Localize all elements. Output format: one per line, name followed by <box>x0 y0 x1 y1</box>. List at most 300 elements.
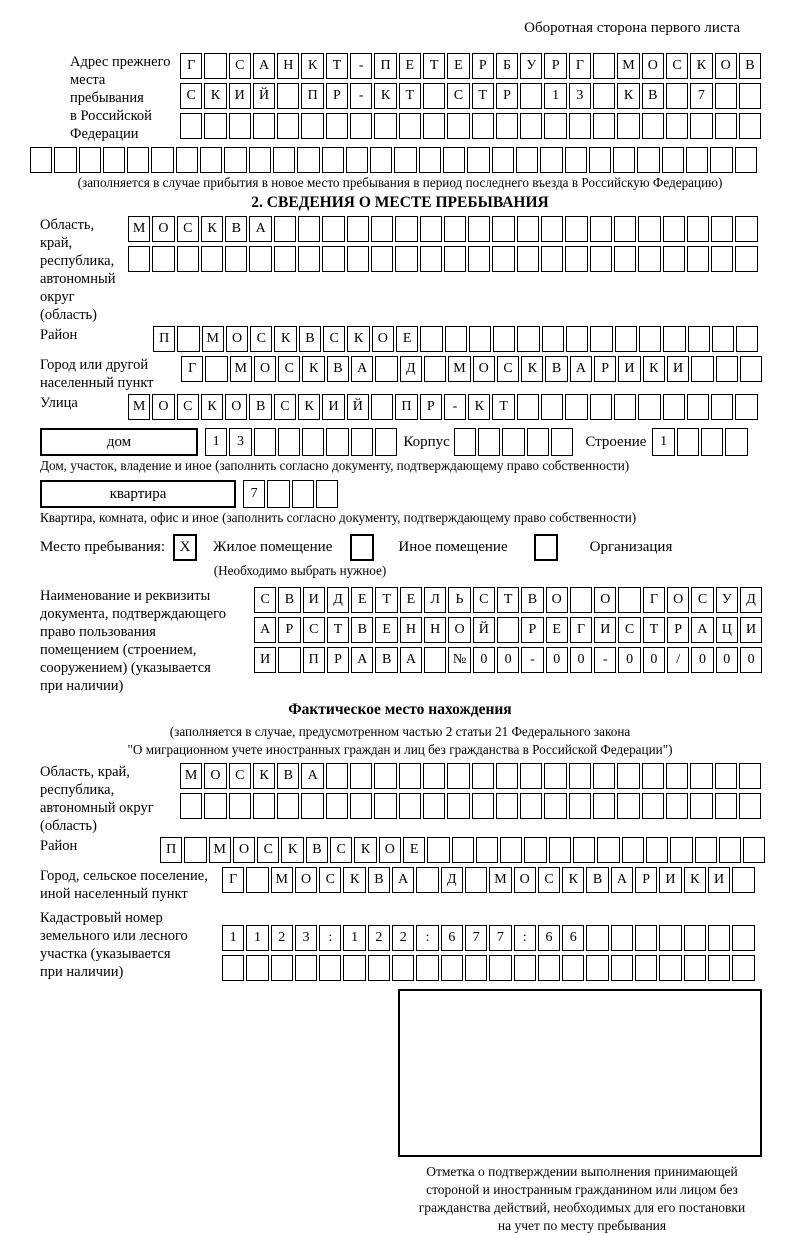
char-box[interactable]: А <box>301 763 323 789</box>
char-box[interactable] <box>517 216 539 242</box>
char-box[interactable] <box>180 793 202 819</box>
char-box[interactable] <box>347 216 369 242</box>
char-box[interactable] <box>516 147 538 173</box>
char-box[interactable] <box>659 955 681 981</box>
char-box[interactable] <box>732 955 754 981</box>
char-box[interactable]: Е <box>399 53 421 79</box>
char-box[interactable] <box>527 428 549 456</box>
char-box[interactable]: А <box>611 867 633 893</box>
char-box[interactable] <box>204 793 226 819</box>
char-box[interactable]: П <box>395 394 417 420</box>
char-box[interactable] <box>395 216 417 242</box>
char-box[interactable] <box>732 867 754 893</box>
char-box[interactable] <box>520 83 542 109</box>
char-box[interactable]: Т <box>399 83 421 109</box>
char-box[interactable] <box>635 925 657 951</box>
char-box[interactable] <box>224 147 246 173</box>
char-box[interactable]: В <box>586 867 608 893</box>
char-box[interactable] <box>732 925 754 951</box>
char-box[interactable]: В <box>545 356 567 382</box>
char-box[interactable]: В <box>225 216 247 242</box>
char-box[interactable]: С <box>177 216 199 242</box>
char-box[interactable] <box>204 113 226 139</box>
char-box[interactable] <box>205 356 227 382</box>
char-box[interactable]: П <box>160 837 182 863</box>
char-box[interactable] <box>542 326 564 352</box>
char-box[interactable]: В <box>375 647 397 673</box>
char-box[interactable]: 2 <box>392 925 414 951</box>
char-box[interactable] <box>614 246 636 272</box>
char-box[interactable] <box>663 246 685 272</box>
char-box[interactable] <box>538 955 560 981</box>
apartment-label-box[interactable]: квартира <box>40 480 236 508</box>
char-box[interactable]: Т <box>375 587 397 613</box>
char-box[interactable] <box>541 246 563 272</box>
char-box[interactable] <box>278 647 300 673</box>
char-box[interactable] <box>319 955 341 981</box>
char-box[interactable]: 0 <box>618 647 640 673</box>
char-box[interactable] <box>688 326 710 352</box>
char-box[interactable] <box>597 837 619 863</box>
char-box[interactable]: Й <box>347 394 369 420</box>
char-box[interactable] <box>740 356 762 382</box>
char-box[interactable] <box>467 147 489 173</box>
char-box[interactable]: Т <box>492 394 514 420</box>
char-box[interactable]: - <box>444 394 466 420</box>
char-box[interactable] <box>351 428 373 456</box>
char-box[interactable] <box>622 837 644 863</box>
char-box[interactable]: О <box>379 837 401 863</box>
char-box[interactable] <box>374 763 396 789</box>
char-box[interactable]: Е <box>546 617 568 643</box>
char-box[interactable] <box>394 147 416 173</box>
char-box[interactable]: С <box>447 83 469 109</box>
char-box[interactable]: И <box>594 617 616 643</box>
char-box[interactable]: К <box>298 394 320 420</box>
char-box[interactable] <box>684 955 706 981</box>
char-box[interactable] <box>589 147 611 173</box>
char-box[interactable]: С <box>691 587 713 613</box>
char-box[interactable] <box>151 147 173 173</box>
char-box[interactable] <box>423 763 445 789</box>
char-box[interactable]: О <box>473 356 495 382</box>
char-box[interactable]: Р <box>472 53 494 79</box>
char-box[interactable] <box>350 793 372 819</box>
char-box[interactable]: А <box>570 356 592 382</box>
char-box[interactable]: М <box>617 53 639 79</box>
char-box[interactable] <box>666 793 688 819</box>
char-box[interactable] <box>544 113 566 139</box>
char-box[interactable]: К <box>690 53 712 79</box>
char-box[interactable] <box>30 147 52 173</box>
char-box[interactable]: И <box>303 587 325 613</box>
char-box[interactable] <box>540 147 562 173</box>
char-box[interactable]: И <box>229 83 251 109</box>
char-box[interactable]: : <box>514 925 536 951</box>
char-box[interactable] <box>520 793 542 819</box>
char-box[interactable] <box>517 246 539 272</box>
char-box[interactable]: Т <box>423 53 445 79</box>
char-box[interactable] <box>492 246 514 272</box>
char-box[interactable] <box>423 113 445 139</box>
char-box[interactable]: Т <box>497 587 519 613</box>
char-box[interactable]: М <box>230 356 252 382</box>
char-box[interactable] <box>468 216 490 242</box>
char-box[interactable]: С <box>319 867 341 893</box>
char-box[interactable]: С <box>278 356 300 382</box>
char-box[interactable] <box>617 113 639 139</box>
char-box[interactable] <box>229 793 251 819</box>
char-box[interactable]: С <box>330 837 352 863</box>
char-box[interactable] <box>399 113 421 139</box>
char-box[interactable]: А <box>249 216 271 242</box>
char-box[interactable] <box>465 867 487 893</box>
char-box[interactable]: В <box>299 326 321 352</box>
char-box[interactable]: С <box>323 326 345 352</box>
char-box[interactable]: 3 <box>295 925 317 951</box>
char-box[interactable] <box>54 147 76 173</box>
char-box[interactable] <box>593 763 615 789</box>
char-box[interactable] <box>229 113 251 139</box>
char-box[interactable] <box>520 113 542 139</box>
char-box[interactable]: О <box>152 216 174 242</box>
char-box[interactable]: А <box>691 617 713 643</box>
char-box[interactable] <box>127 147 149 173</box>
char-box[interactable] <box>618 587 640 613</box>
char-box[interactable] <box>371 246 393 272</box>
char-box[interactable] <box>152 246 174 272</box>
char-box[interactable] <box>225 246 247 272</box>
char-box[interactable]: Г <box>570 617 592 643</box>
char-box[interactable]: : <box>416 925 438 951</box>
char-box[interactable] <box>298 246 320 272</box>
char-box[interactable] <box>343 955 365 981</box>
char-box[interactable] <box>638 216 660 242</box>
char-box[interactable] <box>686 147 708 173</box>
char-box[interactable] <box>375 356 397 382</box>
char-box[interactable]: О <box>642 53 664 79</box>
checkbox-residential[interactable]: X <box>173 534 197 561</box>
char-box[interactable] <box>617 763 639 789</box>
char-box[interactable]: К <box>301 53 323 79</box>
char-box[interactable]: У <box>716 587 738 613</box>
char-box[interactable]: В <box>642 83 664 109</box>
char-box[interactable] <box>663 326 685 352</box>
char-box[interactable] <box>201 246 223 272</box>
char-box[interactable] <box>375 428 397 456</box>
char-box[interactable]: О <box>233 837 255 863</box>
char-box[interactable] <box>739 113 761 139</box>
char-box[interactable]: О <box>372 326 394 352</box>
char-box[interactable]: У <box>520 53 542 79</box>
char-box[interactable] <box>725 428 747 456</box>
char-box[interactable] <box>184 837 206 863</box>
char-box[interactable] <box>489 955 511 981</box>
char-box[interactable] <box>735 394 757 420</box>
char-box[interactable] <box>419 147 441 173</box>
char-box[interactable]: Д <box>327 587 349 613</box>
char-box[interactable]: К <box>354 837 376 863</box>
char-box[interactable]: Р <box>594 356 616 382</box>
char-box[interactable] <box>350 113 372 139</box>
char-box[interactable] <box>593 53 615 79</box>
char-box[interactable]: А <box>351 356 373 382</box>
char-box[interactable] <box>514 955 536 981</box>
char-box[interactable] <box>708 955 730 981</box>
char-box[interactable] <box>739 763 761 789</box>
char-box[interactable]: С <box>618 617 640 643</box>
char-box[interactable] <box>715 793 737 819</box>
char-box[interactable] <box>646 837 668 863</box>
char-box[interactable] <box>551 428 573 456</box>
char-box[interactable] <box>302 428 324 456</box>
char-box[interactable]: И <box>708 867 730 893</box>
char-box[interactable]: Е <box>375 617 397 643</box>
char-box[interactable]: 2 <box>368 925 390 951</box>
char-box[interactable] <box>472 793 494 819</box>
char-box[interactable]: К <box>347 326 369 352</box>
char-box[interactable]: Н <box>400 617 422 643</box>
char-box[interactable]: 0 <box>473 647 495 673</box>
char-box[interactable] <box>500 837 522 863</box>
char-box[interactable]: Л <box>424 587 446 613</box>
char-box[interactable] <box>639 326 661 352</box>
char-box[interactable] <box>249 147 271 173</box>
char-box[interactable]: С <box>229 53 251 79</box>
char-box[interactable] <box>103 147 125 173</box>
char-box[interactable] <box>249 246 271 272</box>
char-box[interactable]: А <box>254 617 276 643</box>
char-box[interactable]: С <box>303 617 325 643</box>
char-box[interactable] <box>478 428 500 456</box>
char-box[interactable] <box>743 837 765 863</box>
char-box[interactable] <box>739 83 761 109</box>
char-box[interactable] <box>593 83 615 109</box>
char-box[interactable] <box>274 216 296 242</box>
char-box[interactable] <box>416 955 438 981</box>
char-box[interactable] <box>427 837 449 863</box>
char-box[interactable] <box>492 147 514 173</box>
char-box[interactable] <box>642 793 664 819</box>
char-box[interactable] <box>569 113 591 139</box>
char-box[interactable]: А <box>351 647 373 673</box>
char-box[interactable]: Б <box>496 53 518 79</box>
char-box[interactable] <box>590 326 612 352</box>
char-box[interactable] <box>570 587 592 613</box>
char-box[interactable]: С <box>177 394 199 420</box>
char-box[interactable] <box>371 394 393 420</box>
char-box[interactable] <box>443 147 465 173</box>
char-box[interactable]: - <box>521 647 543 673</box>
char-box[interactable]: О <box>225 394 247 420</box>
char-box[interactable] <box>346 147 368 173</box>
char-box[interactable] <box>517 394 539 420</box>
char-box[interactable] <box>711 216 733 242</box>
char-box[interactable] <box>295 955 317 981</box>
char-box[interactable] <box>452 837 474 863</box>
char-box[interactable]: В <box>306 837 328 863</box>
char-box[interactable] <box>350 763 372 789</box>
char-box[interactable] <box>663 394 685 420</box>
char-box[interactable]: К <box>374 83 396 109</box>
char-box[interactable] <box>520 763 542 789</box>
char-box[interactable]: 1 <box>246 925 268 951</box>
char-box[interactable] <box>611 925 633 951</box>
char-box[interactable]: Е <box>400 587 422 613</box>
char-box[interactable]: О <box>514 867 536 893</box>
char-box[interactable] <box>444 216 466 242</box>
char-box[interactable]: М <box>202 326 224 352</box>
char-box[interactable]: Т <box>643 617 665 643</box>
char-box[interactable] <box>374 113 396 139</box>
char-box[interactable] <box>420 246 442 272</box>
char-box[interactable] <box>222 955 244 981</box>
char-box[interactable] <box>399 793 421 819</box>
char-box[interactable] <box>267 480 289 508</box>
char-box[interactable]: Ь <box>448 587 470 613</box>
char-box[interactable] <box>274 246 296 272</box>
char-box[interactable]: К <box>617 83 639 109</box>
char-box[interactable]: 7 <box>690 83 712 109</box>
char-box[interactable] <box>392 955 414 981</box>
char-box[interactable]: К <box>468 394 490 420</box>
char-box[interactable]: 0 <box>691 647 713 673</box>
char-box[interactable] <box>615 326 637 352</box>
char-box[interactable]: И <box>618 356 640 382</box>
char-box[interactable] <box>716 356 738 382</box>
char-box[interactable] <box>735 216 757 242</box>
char-box[interactable] <box>687 246 709 272</box>
char-box[interactable] <box>278 428 300 456</box>
char-box[interactable]: К <box>562 867 584 893</box>
char-box[interactable]: Г <box>643 587 665 613</box>
char-box[interactable] <box>573 837 595 863</box>
char-box[interactable] <box>662 147 684 173</box>
char-box[interactable]: Р <box>420 394 442 420</box>
char-box[interactable] <box>711 246 733 272</box>
char-box[interactable]: - <box>594 647 616 673</box>
char-box[interactable]: Н <box>277 53 299 79</box>
char-box[interactable]: Д <box>400 356 422 382</box>
char-box[interactable] <box>493 326 515 352</box>
char-box[interactable]: К <box>643 356 665 382</box>
char-box[interactable]: М <box>128 394 150 420</box>
char-box[interactable] <box>177 326 199 352</box>
char-box[interactable] <box>395 246 417 272</box>
char-box[interactable] <box>735 246 757 272</box>
char-box[interactable] <box>739 793 761 819</box>
char-box[interactable]: В <box>249 394 271 420</box>
char-box[interactable] <box>472 763 494 789</box>
char-box[interactable]: И <box>667 356 689 382</box>
char-box[interactable] <box>614 394 636 420</box>
char-box[interactable] <box>590 246 612 272</box>
char-box[interactable]: Й <box>473 617 495 643</box>
char-box[interactable] <box>611 955 633 981</box>
char-box[interactable] <box>497 617 519 643</box>
char-box[interactable]: С <box>229 763 251 789</box>
checkbox-other-premises[interactable] <box>350 534 374 561</box>
char-box[interactable]: № <box>448 647 470 673</box>
char-box[interactable]: 7 <box>489 925 511 951</box>
char-box[interactable]: Р <box>635 867 657 893</box>
char-box[interactable] <box>447 793 469 819</box>
char-box[interactable]: О <box>594 587 616 613</box>
char-box[interactable] <box>736 326 758 352</box>
char-box[interactable]: К <box>343 867 365 893</box>
char-box[interactable]: М <box>209 837 231 863</box>
char-box[interactable] <box>347 246 369 272</box>
char-box[interactable] <box>684 925 706 951</box>
char-box[interactable] <box>200 147 222 173</box>
char-box[interactable]: О <box>546 587 568 613</box>
char-box[interactable]: В <box>739 53 761 79</box>
char-box[interactable] <box>565 216 587 242</box>
char-box[interactable] <box>687 394 709 420</box>
char-box[interactable] <box>544 763 566 789</box>
char-box[interactable]: П <box>303 647 325 673</box>
char-box[interactable] <box>496 113 518 139</box>
char-box[interactable] <box>687 216 709 242</box>
char-box[interactable]: М <box>128 216 150 242</box>
char-box[interactable]: П <box>374 53 396 79</box>
char-box[interactable]: Н <box>424 617 446 643</box>
char-box[interactable]: Ц <box>716 617 738 643</box>
char-box[interactable] <box>593 793 615 819</box>
char-box[interactable]: Р <box>326 83 348 109</box>
char-box[interactable] <box>292 480 314 508</box>
char-box[interactable]: Р <box>278 617 300 643</box>
char-box[interactable] <box>326 113 348 139</box>
char-box[interactable]: Д <box>740 587 762 613</box>
char-box[interactable]: В <box>368 867 390 893</box>
char-box[interactable]: Т <box>472 83 494 109</box>
char-box[interactable] <box>368 955 390 981</box>
char-box[interactable] <box>565 147 587 173</box>
char-box[interactable] <box>565 246 587 272</box>
char-box[interactable] <box>715 763 737 789</box>
char-box[interactable]: В <box>327 356 349 382</box>
char-box[interactable] <box>371 216 393 242</box>
char-box[interactable]: - <box>350 83 372 109</box>
char-box[interactable] <box>322 246 344 272</box>
char-box[interactable] <box>642 113 664 139</box>
char-box[interactable]: 0 <box>546 647 568 673</box>
char-box[interactable] <box>496 793 518 819</box>
char-box[interactable]: 1 <box>544 83 566 109</box>
char-box[interactable] <box>271 955 293 981</box>
char-box[interactable] <box>441 955 463 981</box>
char-box[interactable] <box>326 763 348 789</box>
char-box[interactable] <box>246 955 268 981</box>
char-box[interactable] <box>517 326 539 352</box>
char-box[interactable]: 0 <box>497 647 519 673</box>
house-label-box[interactable]: дом <box>40 428 198 456</box>
char-box[interactable] <box>690 113 712 139</box>
char-box[interactable] <box>254 428 276 456</box>
char-box[interactable]: К <box>281 837 303 863</box>
char-box[interactable]: А <box>253 53 275 79</box>
char-box[interactable] <box>690 793 712 819</box>
char-box[interactable]: О <box>254 356 276 382</box>
char-box[interactable] <box>476 837 498 863</box>
char-box[interactable]: М <box>271 867 293 893</box>
char-box[interactable]: О <box>204 763 226 789</box>
char-box[interactable] <box>637 147 659 173</box>
char-box[interactable]: Е <box>396 326 418 352</box>
char-box[interactable] <box>277 113 299 139</box>
char-box[interactable]: 1 <box>222 925 244 951</box>
